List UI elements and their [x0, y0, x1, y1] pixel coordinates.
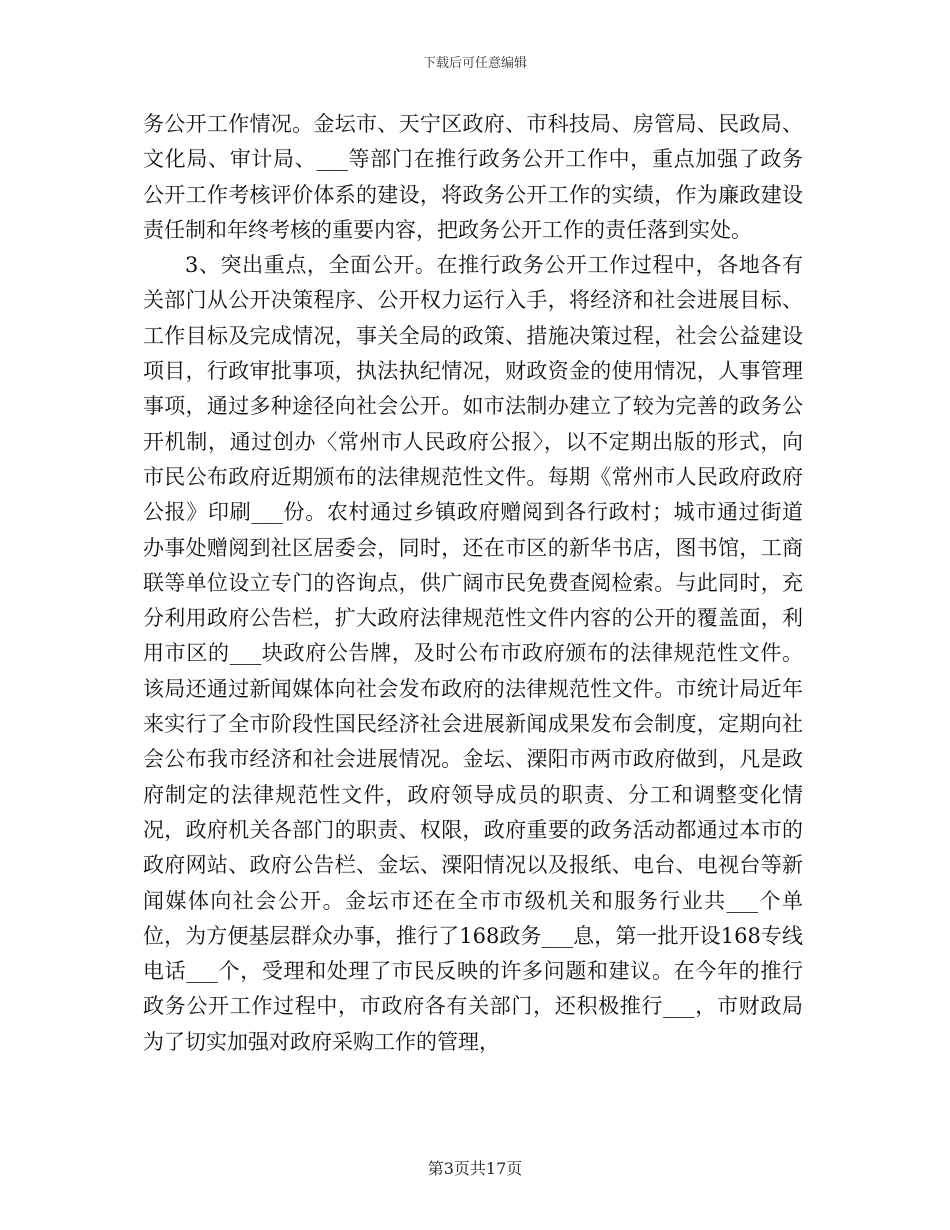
paragraph-2: 3、突出重点，全面公开。在推行政务公开工作过程中，各地各有关部门从公开决策程序、公开权力运行入手，将经济和社会进展目标、工作目标及完成情况，事关全局的政策、措施决策过程，社会公益建设项目，行政审批事项，执法执纪情况，财政资金的使用情况，人事管理事项，通过多种途径向社会公开。如市法制办建立了较为完善的政务公开机制，通过创办〈常州市人民政府公报〉，以不定期出版的形式，向市民公布政府近期颁布的法律规范性文件。每期《常州市人民政府政府公报》印刷___份。农村通过乡镇政府赠阅到各行政村；城市通过街道办事处赠阅到社区居委会，同时，还在市区的新华书店，图书馆，工商联等单位设立专门的咨询点，供广阔市民免费查阅检索。与此同时，充分利用政府公告栏，扩大政府法律规范性文件内容的公开的覆盖面，利用市区的___块政府公告牌，及时公布市政府颁布的法律规范性文件。该局还通过新闻媒体向社会发布政府的法律规范性文件。市统计局近年来实行了全市阶段性国民经济社会进展新闻成果发布会制度，定期向社会公布我市经济和社会进展情况。金坛、溧阳市两市政府做到，凡是政府制定的法律规范性文件，政府领导成员的职责、分工和调整变化情况，政府机关各部门的职责、权限，政府重要的政务活动都通过本市的政府网站、政府公告栏、金坛、溧阳情况以及报纸、电台、电视台等新闻媒体向社会公开。金坛市还在全市市级机关和服务行业共___个单位，为方便基层群众办事，推行了168政务___息，第一批开设168专线电话___个，受理和处理了市民反映的许多问题和建议。在今年的推行政务公开工作过程中，市政府各有关部门，还积极推行___，市财政局为了切实加强对政府采购工作的管理， [143, 253, 803, 1054]
document-body [143, 107, 803, 1060]
paragraph-1: 务公开工作情况。金坛市、天宁区政府、市科技局、房管局、民政局、文化局、审计局、___等部门在推行政务公开工作中，重点加强了政务公开工作考核评价体系的建设，将政务公开工作的实绩，作为廉政建设责任制和年终考核的重要内容，把政务公开工作的责任落到实处。 [143, 112, 803, 242]
page-number: 第3页共17页 [427, 1159, 523, 1178]
page-header: 下载后可任意编辑 [422, 56, 527, 71]
